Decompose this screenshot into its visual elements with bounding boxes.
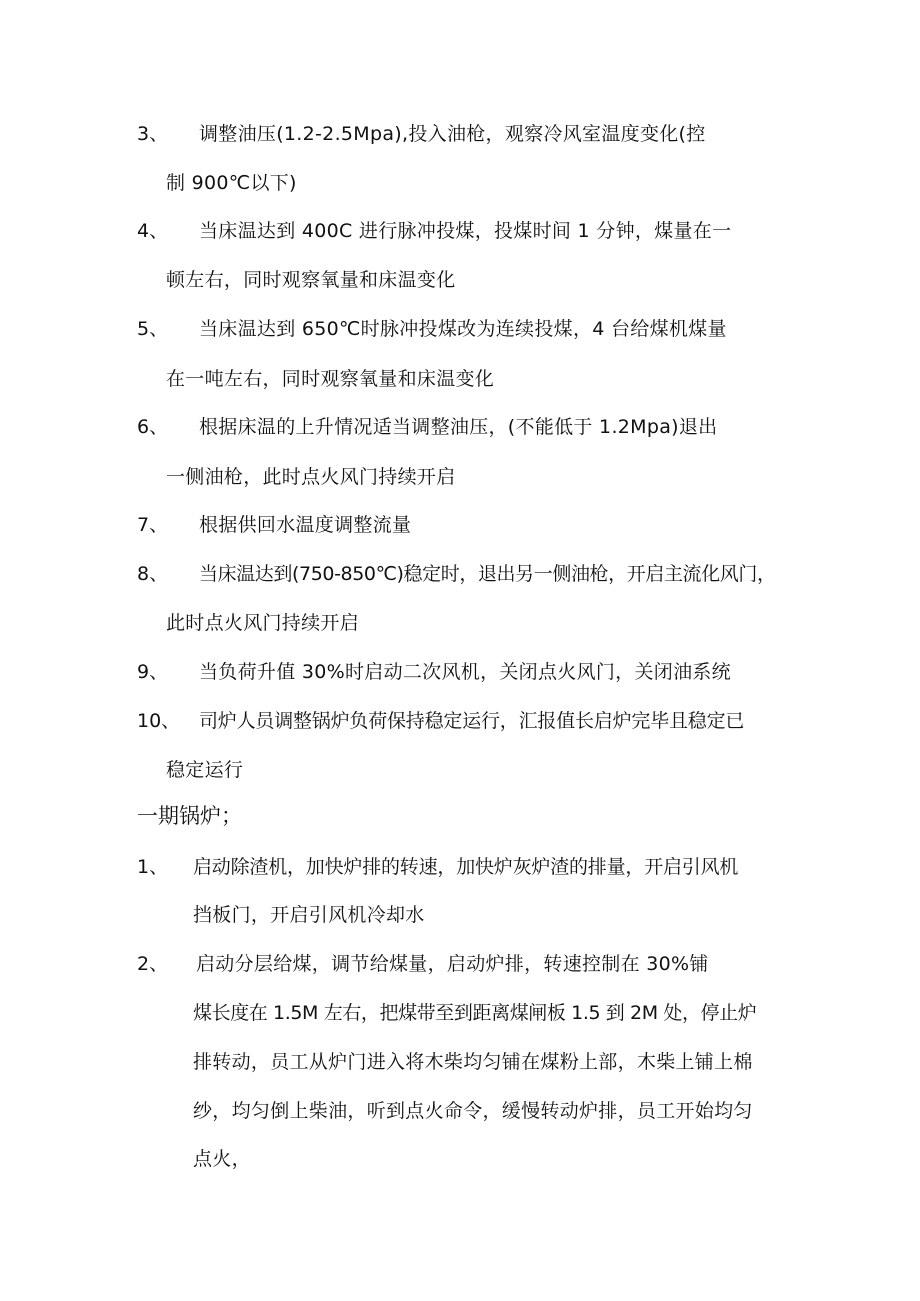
item-number: 4、 bbox=[137, 220, 169, 242]
item-number: 2、 bbox=[137, 953, 169, 975]
item-text-line: 排转动，员工从炉门进入将木柴均匀铺在煤粉上部，木柴上铺上棉 bbox=[193, 1051, 753, 1073]
item-text-line: 根据供回水温度调整流量 bbox=[199, 514, 412, 536]
item-number: 3、 bbox=[137, 123, 169, 145]
item-text-line: 当负荷升值 30%时启动二次风机，关闭点火风门，关闭油系统 bbox=[199, 661, 731, 683]
item-text-line: 一侧油枪，此时点火风门持续开启 bbox=[166, 466, 456, 488]
item-text-line: 纱，均匀倒上柴油，听到点火命令，缓慢转动炉排，员工开始均匀 bbox=[193, 1100, 753, 1122]
item-text-line: 点火， bbox=[193, 1148, 251, 1170]
item-number: 5、 bbox=[137, 318, 169, 340]
item-text-line: 当床温达到(750-850℃)稳定时，退出另一侧油枪，开启主流化风门， bbox=[199, 563, 776, 585]
item-number: 9、 bbox=[137, 661, 169, 683]
item-number: 1、 bbox=[137, 856, 169, 878]
item-text-line: 挡板门，开启引风机冷却水 bbox=[193, 904, 425, 926]
item-text-line: 司炉人员调整锅炉负荷保持稳定运行，汇报值长启炉完毕且稳定已 bbox=[199, 710, 745, 732]
item-text-line: 调整油压(1.2-2.5Mpa),投入油枪，观察冷风室温度变化(控 bbox=[199, 123, 706, 145]
item-number: 6、 bbox=[137, 416, 169, 438]
item-text-line: 此时点火风门持续开启 bbox=[166, 612, 360, 634]
item-number: 8、 bbox=[137, 563, 169, 585]
item-text-line: 顿左右，同时观察氧量和床温变化 bbox=[166, 269, 456, 291]
item-text-line: 根据床温的上升情况适当调整油压，(不能低于 1.2Mpa)退出 bbox=[199, 416, 718, 438]
item-text-line: 当床温达到 650℃时脉冲投煤改为连续投煤，4 台给煤机煤量 bbox=[199, 318, 727, 340]
item-text-line: 启动分层给煤，调节给煤量，启动炉排，转速控制在 30%铺 bbox=[196, 953, 709, 975]
item-number: 7、 bbox=[137, 514, 169, 536]
item-text-line: 煤长度在 1.5M 左右，把煤带至到距离煤闸板 1.5 到 2M 处，停止炉 bbox=[193, 1002, 757, 1024]
item-text-line: 启动除渣机，加快炉排的转速，加快炉灰炉渣的排量，开启引风机 bbox=[193, 856, 739, 878]
section-heading: 一期锅炉； bbox=[137, 804, 242, 828]
item-text-line: 当床温达到 400C 进行脉冲投煤，投煤时间 1 分钟，煤量在一 bbox=[199, 220, 732, 242]
item-text-line: 在一吨左右，同时观察氧量和床温变化 bbox=[166, 368, 495, 390]
item-text-line: 制 900℃以下) bbox=[166, 172, 297, 194]
item-number: 10、 bbox=[137, 710, 181, 732]
item-text-line: 稳定运行 bbox=[166, 759, 244, 781]
